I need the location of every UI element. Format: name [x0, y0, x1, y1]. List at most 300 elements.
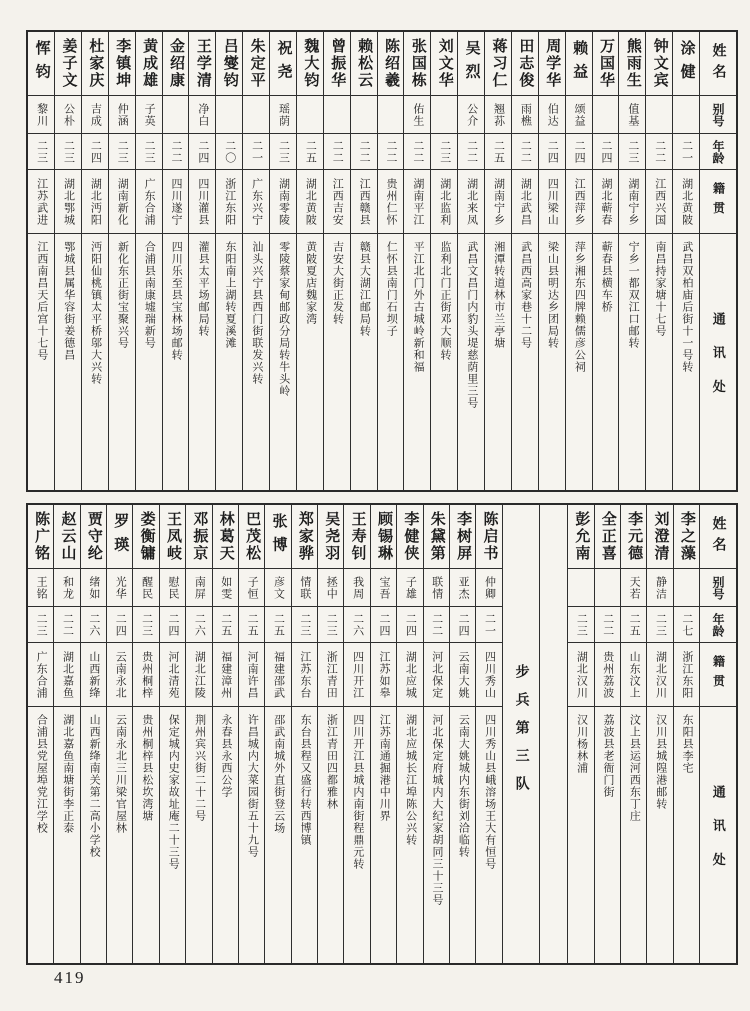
person-origin-text: 江苏东台 — [298, 650, 311, 699]
person-alias — [595, 569, 620, 607]
person-origin-text: 湖南平江 — [411, 177, 424, 226]
person-name-text: 刘文华 — [436, 38, 453, 89]
person-name — [485, 32, 511, 96]
person-origin — [265, 643, 290, 707]
person-alias — [673, 96, 699, 134]
person-name-text: 罗瑛 — [112, 513, 129, 560]
person-address-text: 邵武南城外直街登云场 — [272, 714, 285, 834]
person-age — [674, 607, 699, 643]
person-age-text: 二五 — [219, 612, 232, 637]
header-age — [700, 607, 736, 643]
person-alias-text: 值基 — [626, 102, 639, 127]
person-alias — [431, 96, 457, 134]
person-age-text: 二四 — [114, 612, 127, 637]
entry-column — [54, 32, 81, 490]
person-address — [595, 707, 620, 963]
person-origin-text: 湖北嘉鱼 — [61, 650, 74, 699]
person-origin — [404, 170, 430, 234]
header-name — [700, 505, 736, 569]
person-origin-text: 河南许昌 — [246, 650, 259, 699]
entry-column — [484, 32, 511, 490]
person-address — [297, 234, 323, 490]
person-age-text: 二二 — [61, 612, 74, 637]
person-alias — [424, 569, 449, 607]
person-alias-text: 瑶荫 — [277, 102, 290, 127]
person-alias — [54, 569, 79, 607]
person-address — [647, 707, 672, 963]
person-name — [647, 505, 672, 569]
person-alias — [163, 96, 189, 134]
person-address-text: 武昌西高家巷十二号 — [519, 241, 532, 349]
person-alias — [28, 569, 53, 607]
header-name-text: 姓名 — [710, 42, 726, 85]
person-age-text: 二六 — [193, 612, 206, 637]
person-alias — [646, 96, 672, 134]
person-origin-text: 贵州仁怀 — [384, 177, 397, 226]
person-address-text: 荔波县老衙门街 — [601, 714, 614, 798]
person-address-text: 监利北门正街邓大顺转 — [438, 241, 451, 361]
person-address — [344, 707, 369, 963]
person-alias — [621, 569, 646, 607]
person-name-text: 涂健 — [678, 40, 695, 87]
person-age-text: 二三 — [116, 139, 129, 164]
person-address — [292, 707, 317, 963]
person-origin-text: 湖北黄陂 — [304, 177, 317, 226]
person-age — [647, 607, 672, 643]
person-origin — [107, 643, 132, 707]
header-origin — [700, 170, 736, 234]
entry-column — [430, 32, 457, 490]
person-origin — [297, 170, 323, 234]
person-name — [28, 505, 53, 569]
person-alias — [239, 569, 264, 607]
person-address — [239, 707, 264, 963]
person-age-text: 二三 — [277, 139, 290, 164]
person-name — [318, 505, 343, 569]
page-number: 419 — [54, 968, 86, 987]
person-age-text: 二二 — [465, 139, 478, 164]
person-address — [324, 234, 350, 490]
person-age — [109, 134, 135, 170]
person-address-text: 南昌持家塘十七号 — [653, 241, 666, 337]
person-age — [568, 607, 593, 643]
person-age-text: 二三 — [35, 612, 48, 637]
person-age-text: 二二 — [331, 139, 344, 164]
person-name-text: 周学华 — [544, 38, 561, 89]
person-address — [54, 707, 79, 963]
person-origin — [619, 170, 645, 234]
person-alias-text: 吉成 — [89, 102, 102, 127]
person-address — [539, 234, 565, 490]
entry-column — [135, 32, 162, 490]
person-age-text: 二一 — [250, 139, 263, 164]
person-origin — [136, 170, 162, 234]
header-age — [700, 134, 736, 170]
person-origin — [458, 170, 484, 234]
person-address — [163, 234, 189, 490]
person-name — [186, 505, 211, 569]
entry-column — [511, 32, 538, 490]
person-age-text: 二二 — [358, 139, 371, 164]
person-age-text: 二一 — [680, 139, 693, 164]
person-name-text: 陈启书 — [481, 511, 498, 562]
person-alias — [109, 96, 135, 134]
entry-column — [350, 32, 377, 490]
person-origin-text: 四川灌县 — [196, 177, 209, 226]
person-address-text: 云南永北三川梁官屋林 — [114, 714, 127, 834]
person-origin-text: 四川遂宁 — [169, 177, 182, 226]
person-address — [593, 234, 619, 490]
person-address — [318, 707, 343, 963]
person-origin-text: 湖北应城 — [404, 650, 417, 699]
person-name — [28, 32, 54, 96]
entry-column — [323, 32, 350, 490]
person-alias-text: 光华 — [114, 575, 127, 600]
person-alias-text: 联情 — [430, 575, 443, 600]
person-address-text: 山西新绛南关第二高小学校 — [88, 714, 101, 858]
blank-column — [539, 505, 567, 963]
entry-column — [264, 505, 290, 963]
person-age — [371, 607, 396, 643]
person-name — [270, 32, 296, 96]
person-name-text: 曾振华 — [329, 38, 346, 89]
person-name-text: 王凤岐 — [165, 511, 181, 562]
person-address-text: 东阳南上湖转夏溪滩 — [223, 241, 236, 349]
person-age — [239, 607, 264, 643]
person-alias-text: 南屏 — [193, 575, 206, 600]
person-name — [378, 32, 404, 96]
person-origin-text: 贵州桐梓 — [140, 650, 153, 699]
person-address — [243, 234, 269, 490]
person-age — [539, 134, 565, 170]
person-origin — [431, 170, 457, 234]
person-age-text: 二三 — [143, 139, 156, 164]
header-alias — [700, 569, 736, 607]
person-origin — [424, 643, 449, 707]
person-alias — [243, 96, 269, 134]
person-age — [189, 134, 215, 170]
person-address-text: 汕头兴宁县西门街联发兴转 — [250, 241, 263, 385]
person-address — [458, 234, 484, 490]
person-origin — [28, 170, 54, 234]
person-origin — [270, 170, 296, 234]
entry-column — [159, 505, 185, 963]
person-age — [621, 607, 646, 643]
person-origin — [450, 643, 475, 707]
person-address — [109, 234, 135, 490]
entry-column — [457, 32, 484, 490]
person-address-text: 河北保定府城内大纪家胡同三十三号 — [431, 714, 443, 906]
person-origin — [646, 170, 672, 234]
person-age-text: 二三 — [35, 139, 48, 164]
person-name — [160, 505, 185, 569]
person-alias — [371, 569, 396, 607]
person-origin-text: 广东兴宁 — [250, 177, 263, 226]
person-origin-text: 湖北蕲春 — [599, 177, 612, 226]
person-origin-text: 湖北汉川 — [654, 650, 667, 699]
person-alias-text: 天若 — [628, 575, 641, 600]
person-alias — [450, 569, 475, 607]
person-age-text: 二四 — [457, 612, 470, 637]
person-origin — [81, 643, 106, 707]
person-name-text: 魏大钧 — [302, 38, 319, 89]
person-age — [424, 607, 449, 643]
person-age-text: 二四 — [378, 612, 390, 637]
person-origin — [82, 170, 108, 234]
person-alias-text: 翘荪 — [492, 102, 505, 127]
person-name — [673, 32, 699, 96]
person-address-text: 合浦县党屋埠党江学校 — [35, 714, 48, 834]
person-origin — [371, 643, 396, 707]
entry-column — [565, 32, 592, 490]
person-address-text: 保定城内史家故址庵二十三号 — [167, 714, 180, 870]
person-alias-text: 如雯 — [219, 575, 232, 600]
person-alias — [186, 569, 211, 607]
person-name-text: 李元德 — [626, 511, 643, 562]
header-alias — [700, 96, 736, 134]
entry-column — [80, 505, 106, 963]
person-alias — [593, 96, 619, 134]
person-age-text: 二二 — [430, 612, 443, 637]
person-alias — [485, 96, 511, 134]
person-origin-text: 浙江青田 — [325, 650, 338, 699]
person-age-text: 二三 — [654, 612, 667, 637]
person-address-text: 鄂城县属华容街姜德昌 — [62, 241, 75, 361]
person-alias-text: 黎川 — [35, 102, 48, 127]
person-age — [107, 607, 132, 643]
entry-column — [28, 505, 53, 963]
person-alias — [619, 96, 645, 134]
person-address-text: 灌县太平场邮局转 — [197, 241, 210, 337]
person-address — [189, 234, 215, 490]
person-alias-text: 彦文 — [272, 575, 285, 600]
person-origin-text: 浙江东阳 — [680, 650, 693, 699]
person-alias — [568, 569, 593, 607]
entry-column — [106, 505, 132, 963]
person-alias — [404, 96, 430, 134]
person-origin — [292, 643, 317, 707]
person-name-text: 彭允南 — [573, 511, 590, 562]
person-name-text: 吴尧羽 — [323, 511, 340, 562]
person-age-text: 二三 — [140, 612, 153, 637]
person-age-text: 二四 — [404, 612, 417, 637]
person-origin-text: 湖北沔阳 — [89, 177, 102, 226]
person-origin-text: 四川梁山 — [546, 177, 559, 226]
person-origin-text: 湖北汉川 — [575, 650, 588, 699]
person-address-text: 汶上县运河西东丁庄 — [628, 714, 641, 822]
person-alias-text: 颂益 — [573, 102, 586, 127]
person-alias — [216, 96, 242, 134]
header-address-text: 通讯处 — [710, 784, 726, 887]
person-name-text: 吕燮钧 — [221, 38, 238, 89]
header-alias-text: 别号 — [711, 575, 725, 600]
person-age — [673, 134, 699, 170]
person-address — [216, 234, 242, 490]
person-address — [673, 234, 699, 490]
person-origin — [55, 170, 81, 234]
person-alias — [512, 96, 538, 134]
person-age-text: 二二 — [653, 139, 666, 164]
person-name — [55, 32, 81, 96]
person-name — [593, 32, 619, 96]
person-alias-text: 亚杰 — [457, 575, 470, 600]
header-column — [699, 505, 736, 963]
entry-column — [370, 505, 396, 963]
person-origin-text: 湖南宁乡 — [492, 177, 505, 226]
person-address-text: 赣县大湖江邮局转 — [358, 241, 371, 337]
person-name-text: 朱定平 — [248, 38, 265, 89]
person-name-text: 赖益 — [571, 40, 588, 87]
person-origin — [160, 643, 185, 707]
entry-column — [269, 32, 296, 490]
person-origin — [243, 170, 269, 234]
entry-column — [162, 32, 189, 490]
person-age-text: 二五 — [272, 612, 285, 637]
person-origin-text: 广东合浦 — [35, 650, 48, 699]
person-alias-text: 子恒 — [246, 575, 259, 600]
entry-column — [475, 505, 501, 963]
person-alias — [344, 569, 369, 607]
person-age — [216, 134, 242, 170]
person-name-text: 吴烈 — [463, 40, 480, 87]
person-name-text: 李之藻 — [678, 511, 695, 562]
person-age-text: 二五 — [246, 612, 259, 637]
person-origin — [109, 170, 135, 234]
person-age — [243, 134, 269, 170]
person-name-text: 全正喜 — [599, 511, 616, 562]
person-age-text: 二三 — [62, 139, 75, 164]
person-address-text: 江苏南通掘港中川界 — [378, 714, 391, 822]
person-address-text: 黄陂夏店魏家湾 — [304, 241, 317, 325]
person-origin — [239, 643, 264, 707]
person-origin — [397, 643, 422, 707]
person-origin — [568, 643, 593, 707]
person-name-text: 赖松云 — [356, 38, 373, 89]
person-alias — [136, 96, 162, 134]
person-origin-text: 江苏武进 — [35, 177, 48, 226]
person-alias-text: 和龙 — [61, 575, 74, 600]
header-address — [700, 234, 736, 490]
person-name — [133, 505, 158, 569]
person-origin — [163, 170, 189, 234]
person-name — [476, 505, 501, 569]
person-name-text: 郑家骅 — [296, 511, 313, 562]
entry-column — [212, 505, 238, 963]
person-alias-text: 公介 — [465, 102, 478, 127]
person-name-text: 陈广铭 — [33, 511, 50, 562]
person-alias — [292, 569, 317, 607]
person-origin — [621, 643, 646, 707]
person-name-text: 刘澄清 — [652, 511, 669, 562]
person-origin-text: 河北清苑 — [167, 650, 179, 699]
entry-column — [317, 505, 343, 963]
entry-column — [672, 32, 699, 490]
person-address-text: 武昌文昌门内豹头堤慈荫里三号 — [465, 241, 478, 409]
person-address-text: 东台县程又盛行转西博镇 — [299, 714, 312, 846]
person-name — [674, 505, 699, 569]
header-origin-text: 籍贯 — [711, 655, 726, 694]
person-address — [28, 234, 54, 490]
person-alias-text: 公朴 — [62, 102, 75, 127]
entry-column — [132, 505, 158, 963]
person-name — [54, 505, 79, 569]
person-address-text: 萍乡湘东四牌赖儒彦公祠 — [573, 241, 586, 373]
person-alias — [351, 96, 377, 134]
person-age — [324, 134, 350, 170]
person-address — [351, 234, 377, 490]
person-address — [646, 234, 672, 490]
person-origin-text: 江西赣县 — [358, 177, 371, 226]
person-alias — [265, 569, 290, 607]
person-name-text: 姜子文 — [60, 38, 77, 89]
person-age-text: 二三 — [626, 139, 639, 164]
person-age — [54, 607, 79, 643]
person-origin-text: 河北保定 — [430, 650, 443, 699]
person-age — [458, 134, 484, 170]
person-name — [371, 505, 396, 569]
person-origin-text: 福建邵武 — [272, 650, 285, 699]
person-origin-text: 四川开江 — [351, 650, 364, 699]
person-age-text: 二二 — [411, 139, 424, 164]
person-age-text: 二四 — [573, 139, 586, 164]
person-address-text: 湘潭转道林市兰亭塘 — [492, 241, 505, 349]
person-address — [404, 234, 430, 490]
person-name — [646, 32, 672, 96]
person-origin-text: 湖南宁乡 — [626, 177, 639, 226]
person-alias — [213, 569, 238, 607]
person-alias-text: 王铭 — [35, 575, 48, 600]
person-name — [351, 32, 377, 96]
person-age-text: 二三 — [298, 612, 311, 637]
person-age — [28, 134, 54, 170]
person-name — [450, 505, 475, 569]
person-origin-text: 贵州荔波 — [601, 650, 614, 699]
person-address — [81, 707, 106, 963]
person-age — [136, 134, 162, 170]
entry-column — [242, 32, 269, 490]
person-origin — [539, 170, 565, 234]
person-name — [82, 32, 108, 96]
person-origin-text: 湖南零陵 — [277, 177, 290, 226]
person-alias — [378, 96, 404, 134]
person-name-text: 陈绍羲 — [382, 38, 399, 89]
person-name — [568, 505, 593, 569]
person-origin — [595, 643, 620, 707]
person-alias — [324, 96, 350, 134]
person-age — [646, 134, 672, 170]
person-name-text: 李健侠 — [402, 511, 419, 562]
person-age — [297, 134, 323, 170]
person-origin-text: 湖北江陵 — [193, 650, 206, 699]
person-origin — [351, 170, 377, 234]
person-address-text: 零陵蔡家甸邮政分局转牛头岭 — [277, 241, 290, 397]
person-name — [189, 32, 215, 96]
person-name-text: 贾守纶 — [85, 511, 102, 562]
person-address-text: 蕲春县横车桥 — [600, 241, 613, 313]
person-alias-text: 慰民 — [167, 575, 179, 600]
person-alias — [189, 96, 215, 134]
person-name-text: 蒋习仁 — [490, 38, 507, 89]
person-alias — [82, 96, 108, 134]
entry-column — [646, 505, 672, 963]
person-origin — [673, 170, 699, 234]
entry-column — [449, 505, 475, 963]
person-address-text: 平江北门外古城岭新和福 — [412, 241, 425, 373]
person-age — [292, 607, 317, 643]
person-name — [163, 32, 189, 96]
person-address-text: 合浦县南康墟瑞新号 — [143, 241, 156, 349]
person-name — [243, 32, 269, 96]
